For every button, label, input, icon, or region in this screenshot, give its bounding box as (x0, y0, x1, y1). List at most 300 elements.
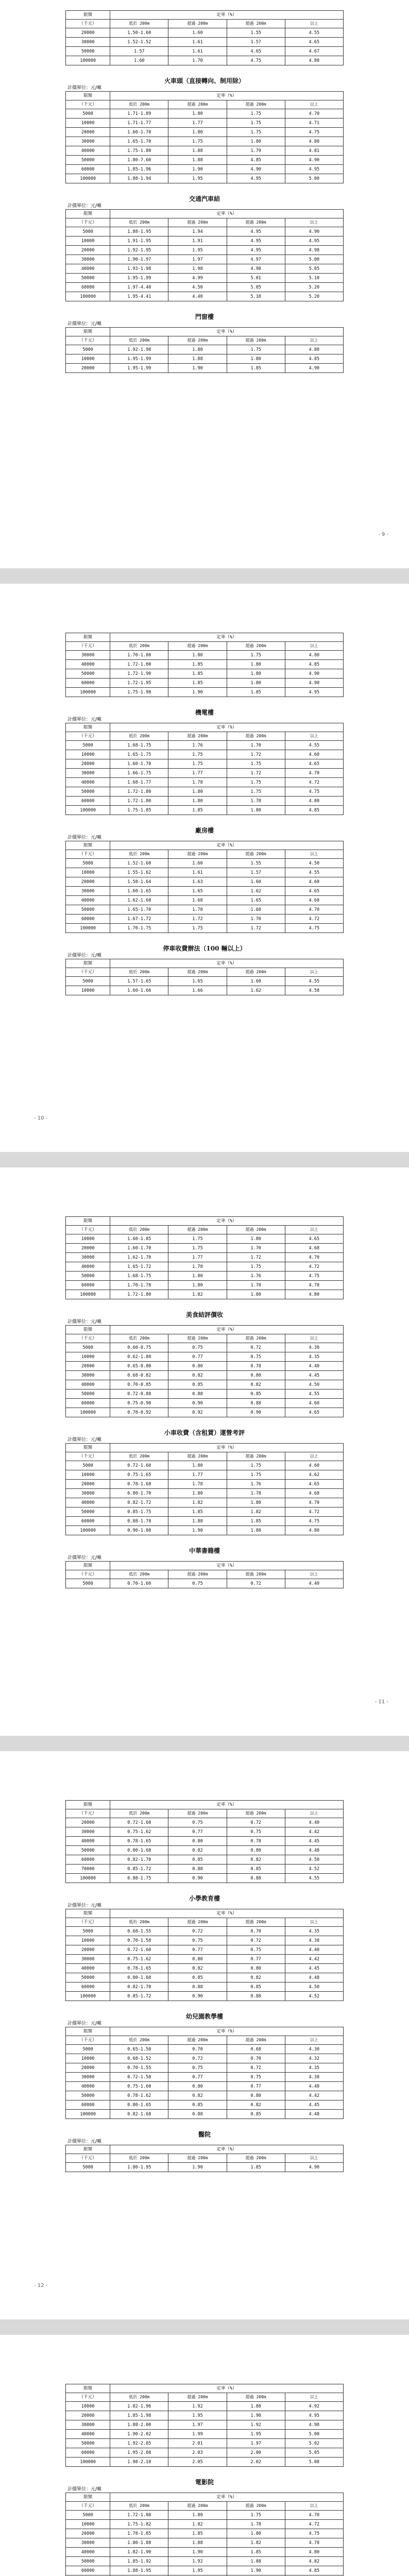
col-header-sub: 超過 200m (168, 336, 227, 345)
col-header-range-unit: （千元） (66, 336, 110, 345)
rate-table (65, 2384, 344, 2467)
row-range: 100000 (66, 1992, 110, 2001)
rate-section (65, 10, 344, 65)
row-rate: 1.75 (168, 759, 227, 769)
table-row (66, 1865, 344, 1874)
row-rate: 1.90 (227, 2566, 285, 2575)
col-header-sub: 超過 200m (168, 732, 227, 741)
table-row (66, 679, 344, 688)
table-row (66, 660, 344, 669)
col-header-range-unit: （千元） (66, 642, 110, 651)
row-rate: 0.77 (227, 2082, 285, 2091)
row-range: 100000 (66, 1290, 110, 1299)
row-rate: 1.78 (168, 1262, 227, 1272)
row-rate: 4.85 (285, 354, 343, 364)
row-rate: 1.75 (227, 118, 285, 128)
row-rate: 1.65-1.70 (110, 905, 168, 914)
row-rate: 1.76 (168, 741, 227, 750)
table-row (66, 47, 344, 56)
row-range: 20000 (66, 1362, 110, 1371)
row-rate: 0.85-1.72 (110, 1865, 168, 1874)
col-header-range-unit: （千元） (66, 732, 110, 741)
table-row (66, 255, 344, 264)
rate-section (65, 708, 344, 815)
row-rate: 4.95 (227, 174, 285, 183)
col-header-sub: 超過 200m (227, 1334, 285, 1343)
row-rate: 1.90-2.02 (110, 2430, 168, 2439)
col-header-sub: 以上 (285, 1334, 343, 1343)
table-row (66, 750, 344, 759)
row-rate: 0.68-0.82 (110, 1371, 168, 1380)
col-header-range: 限額 (66, 92, 110, 100)
row-rate: 4.68 (285, 896, 343, 905)
row-rate: 4.65 (285, 38, 343, 47)
row-rate: 4.48 (285, 2110, 343, 2119)
row-rate: 1.80 (168, 651, 227, 660)
table-row (66, 274, 344, 283)
row-range: 40000 (66, 2430, 110, 2439)
row-rate: 0.75-1.62 (110, 1827, 168, 1837)
row-rate: 4.95 (227, 227, 285, 236)
row-rate: 1.78 (168, 778, 227, 787)
row-rate: 1.97-4.40 (110, 283, 168, 292)
col-header-rate: 定率（%） (110, 1217, 344, 1226)
row-rate: 0.80 (168, 1955, 227, 1964)
table-row (66, 1992, 344, 2001)
row-rate: 1.95-1.99 (110, 364, 168, 373)
table-row (66, 796, 344, 806)
table-row (66, 1399, 344, 1408)
row-rate: 4.75 (285, 128, 343, 137)
row-rate: 1.88 (168, 146, 227, 156)
col-header-range-unit: （千元） (66, 850, 110, 859)
row-rate: 1.63 (168, 877, 227, 887)
row-rate: 1.65-1.70 (110, 137, 168, 146)
table-row (66, 2439, 344, 2448)
unit-label: 計價單位：元/噸 (67, 86, 102, 91)
table-row (66, 778, 344, 787)
row-rate: 1.75 (227, 1461, 285, 1470)
row-rate: 4.55 (285, 977, 343, 986)
row-rate: 0.90 (168, 1399, 227, 1408)
row-rate: 0.75 (168, 1936, 227, 1945)
row-range: 50000 (66, 2439, 110, 2448)
col-header-sub: 以上 (285, 732, 343, 741)
row-rate: 1.95-2.08 (110, 2448, 168, 2458)
row-range: 5000 (66, 2511, 110, 2520)
row-rate: 0.85-1.75 (110, 1507, 168, 1517)
col-header-range-unit: （千元） (66, 2154, 110, 2163)
row-rate: 1.61 (168, 868, 227, 877)
row-rate: 0.72 (168, 1927, 227, 1936)
row-rate: 0.85 (227, 1982, 285, 1992)
row-rate: 4.81 (285, 146, 343, 156)
row-rate: 1.75 (227, 778, 285, 787)
col-header-rate: 定率（%） (110, 92, 344, 100)
row-rate: 4.48 (285, 1973, 343, 1982)
table-row (66, 1371, 344, 1380)
row-rate: 1.95 (168, 2566, 227, 2575)
row-rate: 0.78-1.68 (110, 1480, 168, 1489)
row-range: 10000 (66, 986, 110, 995)
row-rate: 1.75 (227, 787, 285, 796)
rate-table (65, 1909, 344, 2001)
row-rate: 5.02 (285, 2439, 343, 2448)
row-range: 50000 (66, 1507, 110, 1517)
row-rate: 1.92-1.98 (110, 345, 168, 354)
rate-section (65, 2478, 344, 2576)
row-rate: 1.75 (227, 1470, 285, 1480)
section-title: 停車收費辦法（100 輛以上） (163, 945, 246, 952)
col-header-sub: 超過 200m (168, 100, 227, 109)
table-row (66, 806, 344, 815)
table-row (66, 1579, 344, 1588)
table-row (66, 1973, 344, 1982)
table-row (66, 1380, 344, 1389)
row-range: 20000 (66, 877, 110, 887)
row-rate: 1.66-1.75 (110, 769, 168, 778)
row-rate: 1.78 (168, 1480, 227, 1489)
row-rate: 4.58 (285, 986, 343, 995)
row-rate: 0.75 (227, 2073, 285, 2082)
row-rate: 5.10 (227, 292, 285, 301)
page-number: - 11 - (374, 1699, 388, 1705)
table-row (66, 165, 344, 174)
row-range: 100000 (66, 292, 110, 301)
row-range: 20000 (66, 1480, 110, 1489)
row-rate: 0.78-1.65 (110, 1837, 168, 1846)
row-rate: 1.80 (168, 1489, 227, 1498)
col-header-rate: 定率（%） (110, 210, 344, 218)
row-rate: 1.72 (227, 924, 285, 933)
row-rate: 0.75-0.90 (110, 1399, 168, 1408)
row-rate: 0.75 (168, 2063, 227, 2073)
row-range: 50000 (66, 905, 110, 914)
row-rate: 4.50 (285, 1982, 343, 1992)
row-rate: 1.65 (168, 977, 227, 986)
rate-section (65, 2012, 344, 2119)
rate-section (65, 633, 344, 697)
row-rate: 1.88 (168, 354, 227, 364)
row-rate: 4.68 (285, 1489, 343, 1498)
rate-section (65, 195, 344, 301)
row-range: 60000 (66, 2566, 110, 2575)
row-rate: 0.72 (227, 1818, 285, 1827)
col-header-sub: 以上 (285, 850, 343, 859)
page (0, 1167, 409, 1736)
row-rate: 1.68 (227, 905, 285, 914)
row-rate: 0.72-0.88 (110, 1389, 168, 1399)
row-rate: 1.70-1.75 (110, 924, 168, 933)
row-rate: 0.75-1.62 (110, 1955, 168, 1964)
row-rate: 0.88 (227, 1992, 285, 2001)
row-range: 40000 (66, 1498, 110, 1507)
row-rate: 1.82 (227, 1507, 285, 1517)
row-rate: 4.40 (168, 292, 227, 301)
col-header-range-unit: （千元） (66, 1809, 110, 1818)
col-header-sub: 以上 (285, 20, 343, 28)
col-header-sub: 低於 200m (110, 850, 168, 859)
table-row (66, 924, 344, 933)
row-rate: 1.95 (168, 2411, 227, 2420)
unit-label: 計價單位：元/噸 (67, 2021, 102, 2026)
row-rate: 4.30 (285, 1343, 343, 1352)
col-header-sub: 超過 200m (227, 218, 285, 227)
row-range: 5000 (66, 109, 110, 118)
col-header-sub: 低於 200m (110, 218, 168, 227)
table-row (66, 1343, 344, 1352)
table-row (66, 2430, 344, 2439)
row-rate: 1.52-1.52 (110, 38, 168, 47)
row-rate: 4.55 (285, 28, 343, 38)
table-row (66, 156, 344, 165)
row-rate: 5.10 (285, 274, 343, 283)
table-row (66, 2511, 344, 2520)
page (0, 2335, 409, 2576)
table-row (66, 1262, 344, 1272)
row-rate: 0.70 (168, 2045, 227, 2054)
row-rate: 4.68 (285, 1244, 343, 1253)
table-row (66, 905, 344, 914)
row-rate: 1.62 (227, 887, 285, 896)
col-header-range-unit: （千元） (66, 2393, 110, 2402)
table-row (66, 1936, 344, 1945)
col-header-range: 限額 (66, 1801, 110, 1809)
row-rate: 4.98 (227, 264, 285, 274)
col-header-sub: 低於 200m (110, 1809, 168, 1818)
rate-section (65, 77, 344, 183)
row-rate: 1.62-1.70 (110, 1253, 168, 1262)
row-range: 60000 (66, 165, 110, 174)
col-header-rate: 定率（%） (110, 1562, 344, 1570)
row-rate: 4.65 (285, 1234, 343, 1244)
col-header-range: 限額 (66, 1217, 110, 1226)
row-rate: 4.75 (227, 56, 285, 65)
table-row (66, 1489, 344, 1498)
row-rate: 1.80 (227, 679, 285, 688)
row-rate: 0.80-1.68 (110, 1973, 168, 1982)
row-rate: 4.55 (285, 1389, 343, 1399)
row-range: 10000 (66, 236, 110, 246)
col-header-sub: 超過 200m (227, 1918, 285, 1927)
row-rate: 4.85 (285, 2566, 343, 2575)
rate-section (65, 826, 344, 933)
row-rate: 1.62 (227, 986, 285, 995)
table-row (66, 868, 344, 877)
row-rate: 4.70 (285, 1498, 343, 1507)
row-rate: 1.70 (168, 56, 227, 65)
col-header-sub: 以上 (285, 2036, 343, 2045)
col-header-sub: 低於 200m (110, 1334, 168, 1343)
row-range: 30000 (66, 137, 110, 146)
row-rate: 1.75 (168, 750, 227, 759)
col-header-range-unit: （千元） (66, 1226, 110, 1234)
row-rate: 5.01 (227, 274, 285, 283)
table-row (66, 1470, 344, 1480)
table-row (66, 2045, 344, 2054)
row-rate: 0.80 (227, 1371, 285, 1380)
row-range: 40000 (66, 1964, 110, 1973)
row-rate: 4.45 (285, 2100, 343, 2110)
row-rate: 0.82 (168, 1846, 227, 1855)
row-rate: 1.79 (227, 146, 285, 156)
col-header-sub: 低於 200m (110, 1226, 168, 1234)
row-rate: 4.35 (285, 2063, 343, 2073)
row-rate: 1.70 (227, 1244, 285, 1253)
row-rate: 1.85-1.92 (110, 2557, 168, 2566)
row-rate: 4.55 (285, 868, 343, 877)
row-range: 20000 (66, 2529, 110, 2538)
row-rate: 4.80 (285, 137, 343, 146)
table-row (66, 741, 344, 750)
row-rate: 4.35 (285, 1927, 343, 1936)
col-header-sub: 超過 200m (168, 1334, 227, 1343)
row-rate: 1.80 (168, 2511, 227, 2520)
row-rate: 0.70-1.58 (110, 1936, 168, 1945)
col-header-range: 限額 (66, 959, 110, 968)
row-rate: 0.90 (227, 1408, 285, 1417)
row-rate: 1.88-2.00 (110, 2420, 168, 2430)
col-header-range-unit: （千元） (66, 1918, 110, 1927)
unit-label: 計價單位：元/噸 (67, 1903, 102, 1908)
table-row (66, 1927, 344, 1936)
row-rate: 4.72 (285, 1262, 343, 1272)
table-row (66, 859, 344, 868)
col-header-range-unit: （千元） (66, 2502, 110, 2511)
row-rate: 0.68-1.55 (110, 1927, 168, 1936)
row-rate: 1.92 (168, 2557, 227, 2566)
col-header-sub: 超過 200m (168, 642, 227, 651)
row-rate: 1.72-1.80 (110, 2511, 168, 2520)
row-range: 5000 (66, 2163, 110, 2172)
row-rate: 1.88 (168, 156, 227, 165)
row-rate: 1.88-1.95 (110, 227, 168, 236)
row-rate: 2.02 (227, 2458, 285, 2467)
col-header-rate: 定率（%） (110, 633, 344, 642)
col-header-range: 限額 (66, 841, 110, 850)
row-range: 30000 (66, 1253, 110, 1262)
row-rate: 1.55 (227, 859, 285, 868)
table-row (66, 2548, 344, 2557)
row-rate: 1.72-1.80 (110, 1290, 168, 1299)
table-row (66, 1818, 344, 1827)
col-header-sub: 超過 200m (227, 1226, 285, 1234)
table-row (66, 2082, 344, 2091)
row-rate: 4.80 (285, 796, 343, 806)
table-row (66, 1281, 344, 1290)
row-rate: 1.82 (227, 2538, 285, 2548)
row-rate: 4.40 (285, 1362, 343, 1371)
row-rate: 4.65 (285, 887, 343, 896)
table-row (66, 1945, 344, 1955)
table-row (66, 2529, 344, 2538)
page-number: - 12 - (34, 2283, 48, 2289)
row-rate: 0.85 (227, 2110, 285, 2119)
row-rate: 5.00 (285, 174, 343, 183)
row-rate: 0.80-1.68 (110, 1846, 168, 1855)
row-rate: 4.65 (285, 1408, 343, 1417)
row-rate: 1.78 (227, 1489, 285, 1498)
row-rate: 0.65-1.50 (110, 2045, 168, 2054)
row-rate: 0.72-1.60 (110, 1461, 168, 1470)
row-rate: 1.75 (227, 759, 285, 769)
row-range: 30000 (66, 1371, 110, 1380)
col-header-sub: 超過 200m (227, 968, 285, 977)
col-header-sub: 低於 200m (110, 1918, 168, 1927)
row-range: 30000 (66, 769, 110, 778)
col-header-sub: 超過 200m (227, 850, 285, 859)
row-range: 20000 (66, 28, 110, 38)
col-header-sub: 以上 (285, 968, 343, 977)
row-range: 50000 (66, 787, 110, 796)
row-rate: 1.91-1.95 (110, 236, 168, 246)
table-row (66, 2411, 344, 2420)
row-rate: 1.92-1.95 (110, 246, 168, 255)
col-header-sub: 超過 200m (227, 642, 285, 651)
row-rate: 1.72-1.80 (110, 787, 168, 796)
row-rate: 1.85 (168, 806, 227, 815)
row-range: 30000 (66, 1489, 110, 1498)
row-rate: 1.90 (168, 2163, 227, 2172)
col-header-sub: 超過 200m (227, 336, 285, 345)
row-rate: 0.70 (227, 2054, 285, 2063)
row-rate: 1.76 (227, 1480, 285, 1489)
row-rate: 1.95 (227, 2430, 285, 2439)
rate-table (65, 209, 344, 301)
col-header-sub: 低於 200m (110, 2393, 168, 2402)
col-header-sub: 超過 200m (227, 1452, 285, 1461)
table-row (66, 56, 344, 65)
row-rate: 4.60 (285, 877, 343, 887)
row-range: 50000 (66, 2091, 110, 2100)
row-rate: 4.82 (285, 2557, 343, 2566)
row-rate: 0.70-1.55 (110, 2063, 168, 2073)
col-header-range: 限額 (66, 2384, 110, 2393)
row-rate: 1.65-1.75 (110, 750, 168, 759)
col-header-range: 限額 (66, 1562, 110, 1570)
page-number: - 9 - (378, 532, 388, 537)
row-rate: 0.80 (227, 2091, 285, 2100)
table-row (66, 1837, 344, 1846)
row-rate: 0.75-1.60 (110, 2082, 168, 2091)
table-row (66, 1272, 344, 1281)
col-header-sub: 超過 200m (168, 218, 227, 227)
row-rate: 4.42 (285, 1827, 343, 1837)
row-rate: 1.60 (168, 28, 227, 38)
row-rate: 4.90 (285, 679, 343, 688)
row-rate: 0.88 (227, 1874, 285, 1883)
row-range: 10000 (66, 2520, 110, 2529)
row-rate: 1.95-4.41 (110, 292, 168, 301)
row-rate: 1.80-1.88 (110, 2538, 168, 2548)
row-rate: 1.55 (227, 28, 285, 38)
row-range: 40000 (66, 146, 110, 156)
row-rate: 1.75 (227, 2511, 285, 2520)
row-rate: 1.70 (168, 905, 227, 914)
col-header-range-unit: （千元） (66, 20, 110, 28)
row-rate: 1.90 (168, 165, 227, 174)
row-rate: 0.88 (168, 1389, 227, 1399)
row-rate: 4.78 (285, 2538, 343, 2548)
row-rate: 1.75 (168, 1234, 227, 1244)
row-range: 30000 (66, 2420, 110, 2430)
rate-table (65, 2027, 344, 2119)
row-rate: 1.75 (227, 1262, 285, 1272)
row-rate: 4.85 (227, 156, 285, 165)
row-rate: 1.90 (227, 2411, 285, 2420)
col-header-sub: 低於 200m (110, 642, 168, 651)
col-header-range: 限額 (66, 11, 110, 20)
